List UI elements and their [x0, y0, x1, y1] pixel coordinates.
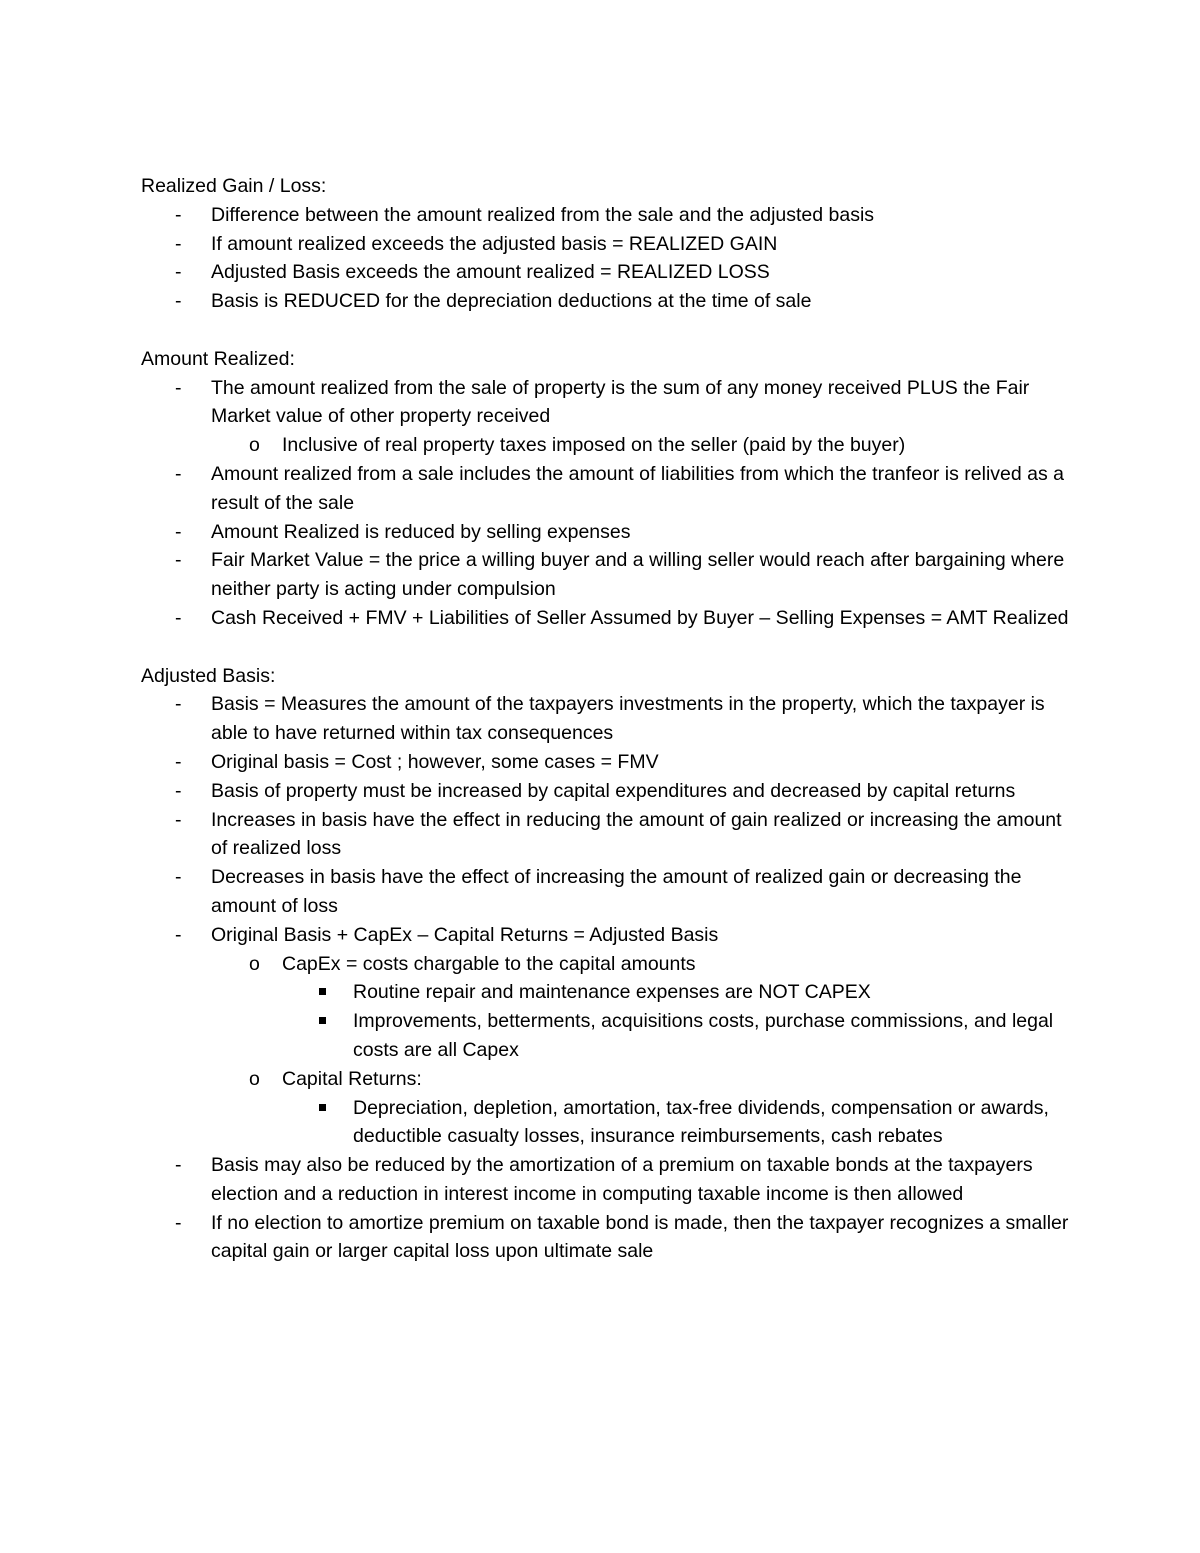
- sub-list-item: [141, 1065, 1071, 1151]
- dash-bullet: -: [175, 750, 182, 773]
- sub-bullet-list: [211, 950, 1071, 1152]
- list-item-text: Depreciation, depletion, amortation, tax-free dividends, compensation or awards, deductible casualty losses, insurance reimbursements, cash rebates: [353, 1096, 1049, 1148]
- square-bullet-icon: [319, 1017, 326, 1024]
- list-item-text: Difference between the amount realized from the sale and the adjusted basis: [211, 203, 875, 226]
- list-item: [141, 1151, 1071, 1209]
- list-item-text: Inclusive of real property taxes imposed on the seller (paid by the buyer): [282, 434, 906, 457]
- sub-list-item: [141, 431, 1071, 460]
- sub-sub-list-item: [141, 1094, 1071, 1152]
- list-item: [141, 863, 1071, 921]
- list-item-text: Basis may also be reduced by the amortization of a premium on taxable bonds at the taxpayers election and a reduction in interest income in computing taxable income is then allowed: [211, 1154, 1033, 1205]
- dash-bullet: -: [175, 549, 182, 572]
- list-item-text: Adjusted Basis exceeds the amount realized = REALIZED LOSS: [211, 261, 770, 284]
- dash-bullet: -: [175, 808, 182, 831]
- dash-bullet: -: [175, 866, 182, 889]
- section-heading: Amount Realized:: [141, 347, 295, 370]
- circle-bullet: o: [249, 434, 260, 457]
- sub-list-item: [141, 950, 1071, 1065]
- list-item-text: Original basis = Cost ; however, some cases = FMV: [211, 750, 659, 773]
- list-item-text: Basis is REDUCED for the depreciation deductions at the time of sale: [211, 290, 812, 313]
- square-bullet-icon: [319, 1104, 326, 1111]
- list-item-text: The amount realized from the sale of property is the sum of any money received PLUS the Fair Market value of other property received: [211, 376, 1030, 428]
- list-item-text: Increases in basis have the effect in reducing the amount of gain realized or increasing the amount of realized loss: [211, 808, 1062, 860]
- dash-bullet: -: [175, 1211, 182, 1234]
- list-item-text: Amount Realized is reduced by selling expenses: [211, 520, 631, 543]
- sub-sub-list-item: [141, 978, 1071, 1007]
- list-item-text: Basis of property must be increased by capital expenditures and decreased by capital returns: [211, 779, 1016, 802]
- dash-bullet: -: [175, 203, 182, 226]
- dash-bullet: -: [175, 606, 182, 629]
- list-item: [141, 460, 1071, 518]
- document-body: [141, 172, 1071, 1295]
- dash-bullet: -: [175, 520, 182, 543]
- list-item: [141, 806, 1071, 864]
- section-realized-gain-loss: [141, 172, 1071, 316]
- list-item-text: CapEx = costs chargable to the capital amounts: [282, 952, 696, 975]
- list-item-text: Decreases in basis have the effect of increasing the amount of realized gain or decreasing the amount of loss: [211, 866, 1022, 917]
- sub-sub-bullet-list: [282, 978, 1071, 1064]
- section-amount-realized: [141, 345, 1071, 633]
- bullet-list: [141, 201, 1071, 316]
- list-item-text: Fair Market Value = the price a willing buyer and a willing seller would reach after bargaining where neither party is acting under compulsion: [211, 549, 1065, 601]
- list-item-text: Improvements, betterments, acquisitions costs, purchase commissions, and legal costs are all Capex: [353, 1010, 1054, 1061]
- list-item: [141, 546, 1071, 604]
- list-item-text: If no election to amortize premium on taxable bond is made, then the taxpayer recognizes a smaller capital gain or larger capital loss upon ultimate sale: [211, 1211, 1069, 1263]
- bullet-list: [141, 374, 1071, 633]
- sub-sub-list-item: [141, 1007, 1071, 1065]
- sub-sub-bullet-list: [282, 1094, 1071, 1152]
- list-item: [141, 921, 1071, 1151]
- list-item: [141, 690, 1071, 748]
- list-item: [141, 748, 1071, 777]
- section-heading: Adjusted Basis:: [141, 664, 276, 687]
- dash-bullet: -: [175, 693, 182, 716]
- list-item: [141, 604, 1071, 633]
- list-item: [141, 201, 1071, 230]
- list-item-text: Cash Received + FMV + Liabilities of Seller Assumed by Buyer – Selling Expenses = AMT Realized: [211, 606, 1069, 629]
- list-item: [141, 777, 1071, 806]
- list-item-text: Original Basis + CapEx – Capital Returns = Adjusted Basis: [211, 923, 719, 946]
- dash-bullet: -: [175, 290, 182, 313]
- list-item: [141, 518, 1071, 547]
- circle-bullet: o: [249, 1067, 260, 1090]
- section-adjusted-basis: [141, 662, 1071, 1267]
- sub-bullet-list: [211, 431, 1071, 460]
- list-item: [141, 230, 1071, 259]
- list-item: [141, 1209, 1071, 1267]
- dash-bullet: -: [175, 923, 182, 946]
- list-item-text: If amount realized exceeds the adjusted basis = REALIZED GAIN: [211, 232, 778, 255]
- dash-bullet: -: [175, 261, 182, 284]
- dash-bullet: -: [175, 779, 182, 802]
- dash-bullet: -: [175, 462, 182, 485]
- bullet-list: [141, 690, 1071, 1266]
- circle-bullet: o: [249, 952, 260, 975]
- list-item-text: Amount realized from a sale includes the amount of liabilities from which the tranfeor is relived as a result of the sale: [211, 462, 1064, 514]
- square-bullet-icon: [319, 988, 326, 995]
- dash-bullet: -: [175, 232, 182, 255]
- list-item: [141, 258, 1071, 287]
- list-item-text: Basis = Measures the amount of the taxpayers investments in the property, which the taxpayer is able to have returned within tax consequences: [211, 693, 1045, 745]
- section-heading: Realized Gain / Loss:: [141, 175, 327, 197]
- dash-bullet: -: [175, 1154, 182, 1177]
- list-item: [141, 374, 1071, 460]
- list-item-text: Capital Returns:: [282, 1067, 422, 1090]
- dash-bullet: -: [175, 376, 182, 399]
- list-item: [141, 287, 1071, 316]
- list-item-text: Routine repair and maintenance expenses are NOT CAPEX: [353, 981, 871, 1004]
